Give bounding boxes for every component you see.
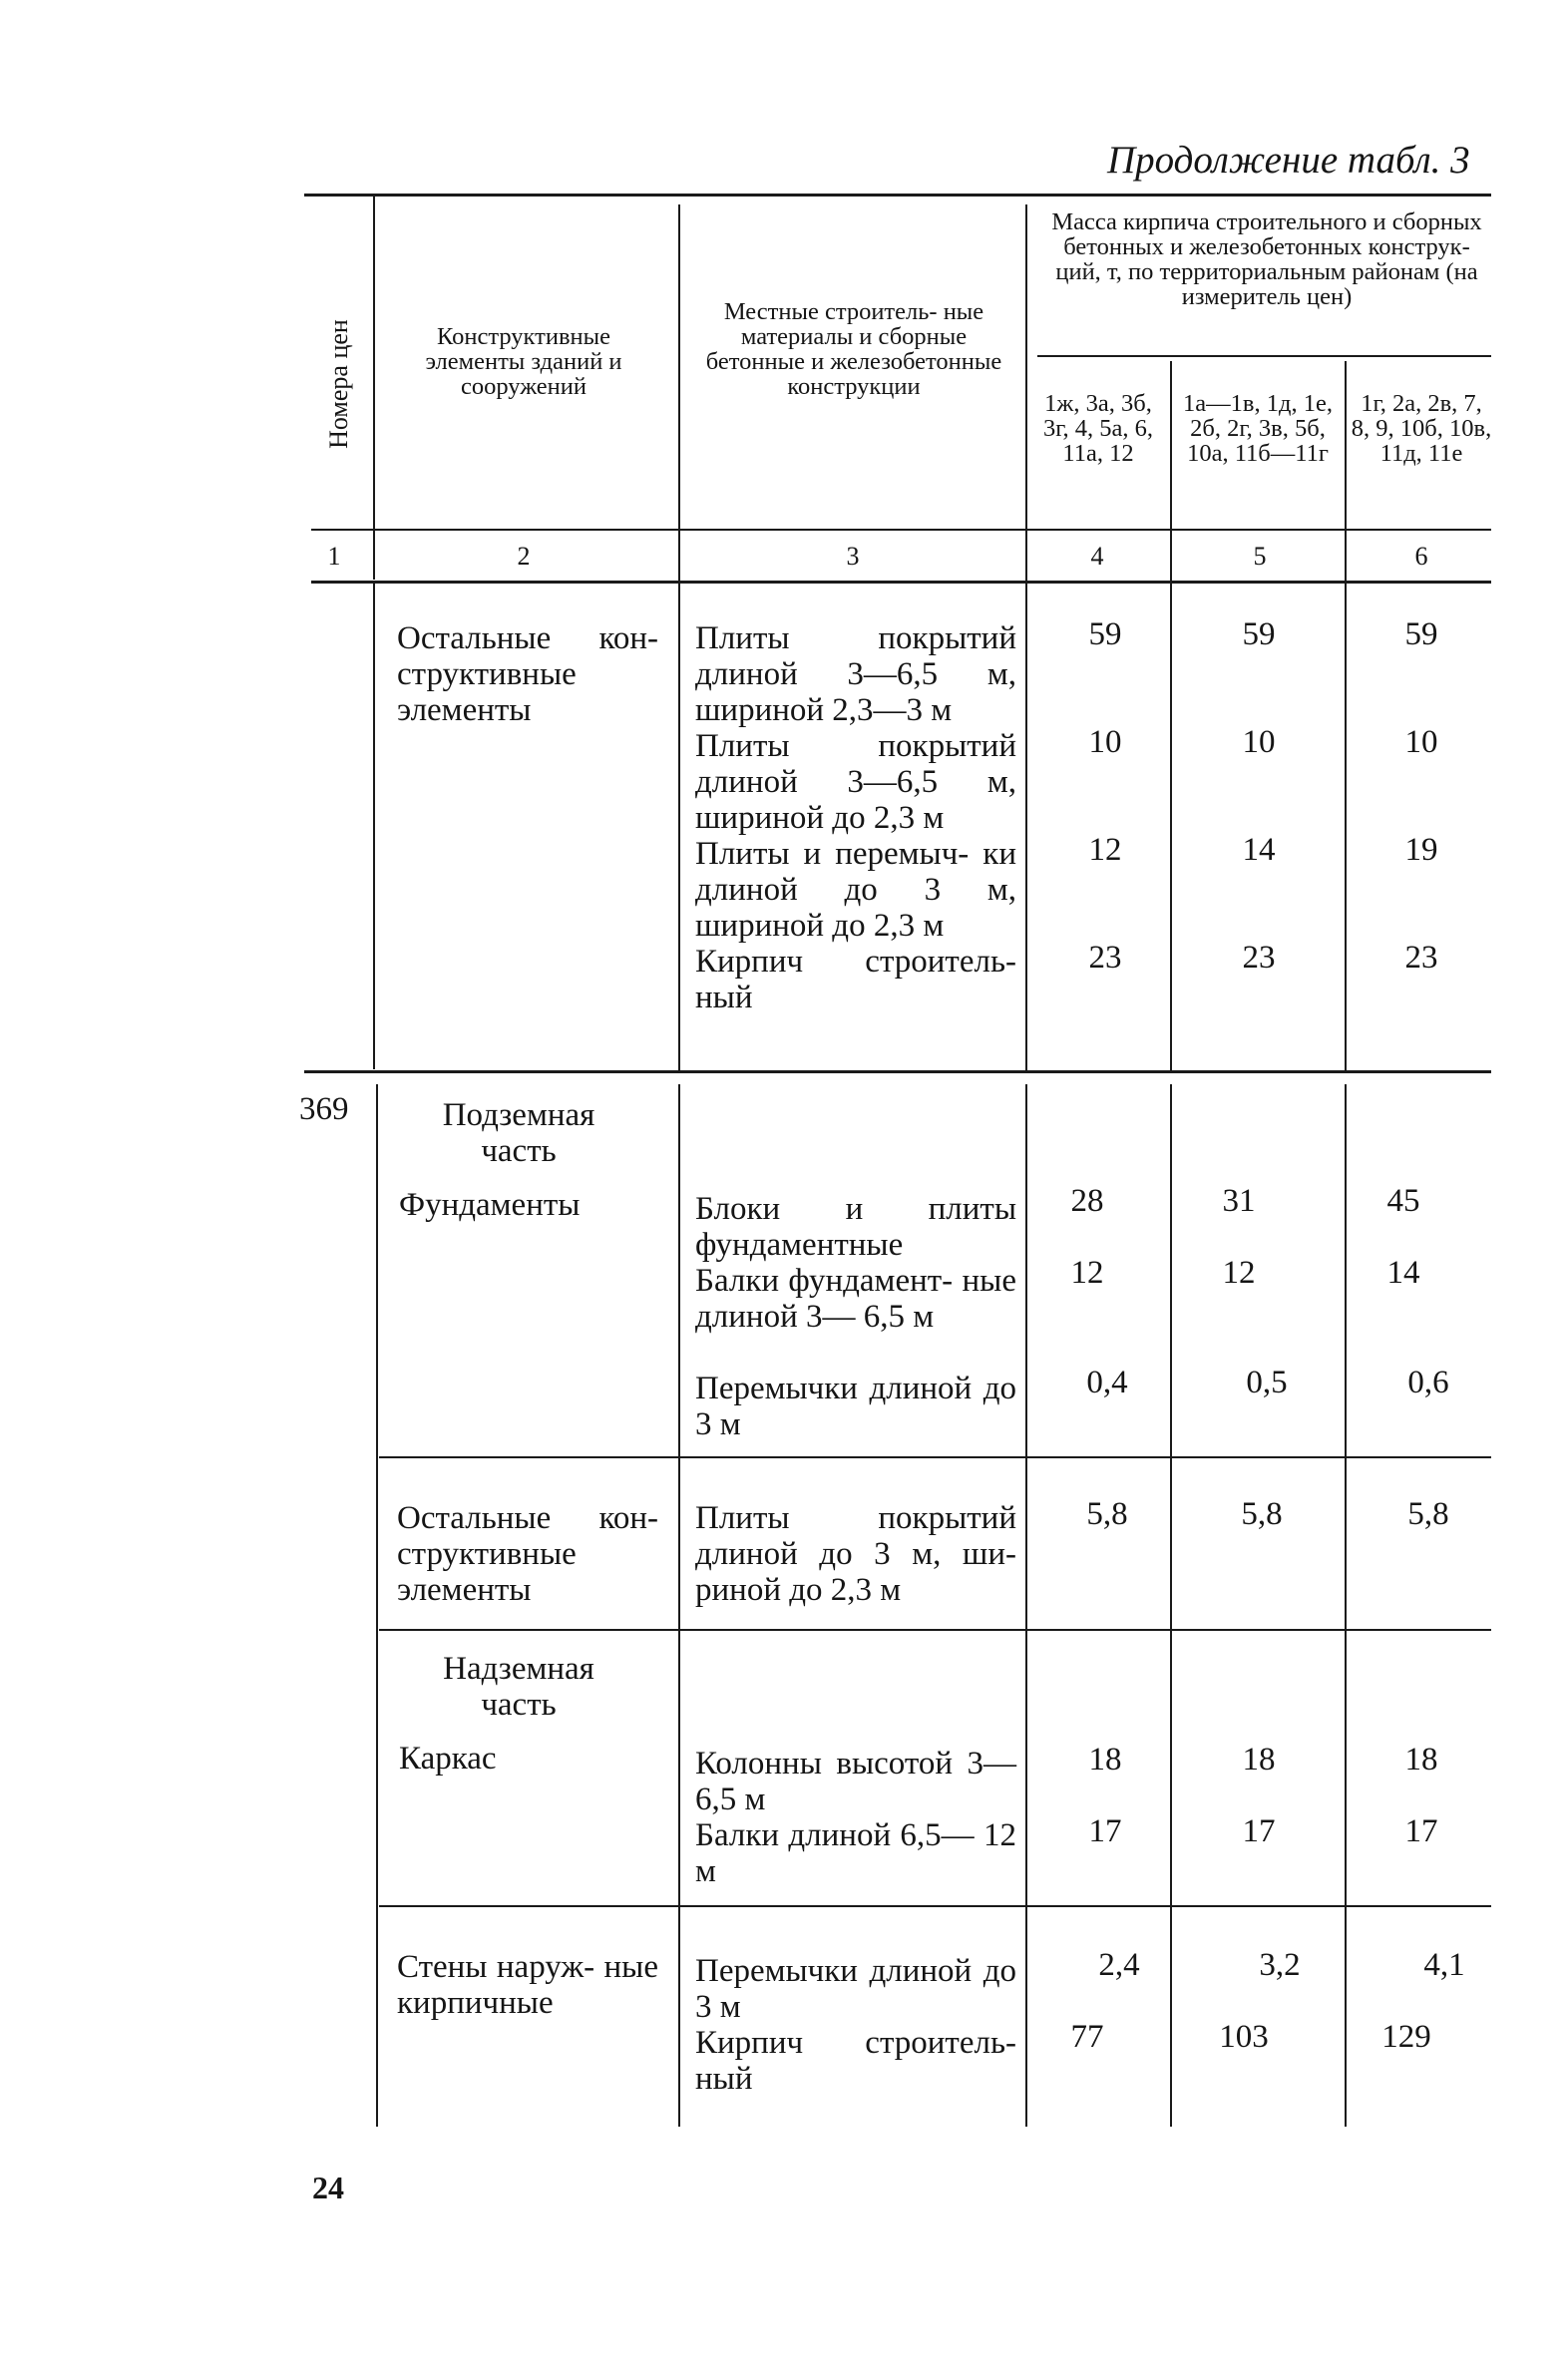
mass-header-rule	[1037, 355, 1491, 357]
value-cell: 0,6	[1407, 1365, 1449, 1400]
element-label: Стены наруж- ные кирпичные	[397, 1949, 658, 2021]
col-number-2: 2	[517, 542, 531, 571]
header-col2-elements: Конструктивные элементы зданий и сооружений	[425, 323, 622, 400]
material-cell: Перемычки длиной до 3 м	[695, 1953, 1016, 2025]
material-cell: Балки длиной 6,5— 12 м	[695, 1817, 1016, 1889]
col-divider-5	[1345, 361, 1347, 1072]
material-cell: Плиты покрытий длиной 3—6,5 м, шириной до 2,3 м	[695, 728, 1016, 836]
col-divider-1	[373, 196, 375, 580]
col-divider-4	[1170, 361, 1172, 1072]
material-cell: Перемычки длиной до 3 м	[695, 1371, 1016, 1442]
value-cell: 103	[1219, 2019, 1269, 2055]
value-cell: 10	[1242, 724, 1276, 760]
section-rule-1	[304, 1070, 1491, 1073]
value-cell: 18	[1404, 1742, 1438, 1778]
value-cell: 31	[1222, 1183, 1256, 1219]
material-cell: Кирпич строитель- ный	[695, 2025, 1016, 2097]
value-cell: 5,8	[1086, 1496, 1128, 1532]
material-cell: Кирпич строитель- ный	[695, 944, 1016, 1015]
col-divider-4b	[1170, 1084, 1172, 2127]
value-cell: 77	[1070, 2019, 1104, 2055]
value-cell: 23	[1242, 940, 1276, 976]
value-cell: 4,1	[1423, 1947, 1465, 1983]
table-caption: Продолжение табл. 3	[1107, 139, 1470, 182]
col-divider-5b	[1345, 1084, 1347, 2127]
material-cell: Плиты и перемыч- ки длиной до 3 м, шириной до 2,3 м	[695, 836, 1016, 944]
col-divider-3b	[1025, 1084, 1027, 2127]
value-cell: 59	[1242, 616, 1276, 652]
value-cell: 45	[1386, 1183, 1420, 1219]
value-cell: 59	[1404, 616, 1438, 652]
value-cell: 12	[1070, 1255, 1104, 1291]
value-cell: 17	[1404, 1813, 1438, 1849]
header-col4-districts: 1ж, 3а, 3б, 3г, 4, 5а, 6, 11а, 12	[1042, 390, 1154, 467]
material-cell: Плиты покрытий длиной до 3 м, ши- риной до 2,3 м	[695, 1500, 1016, 1608]
group-label: Надземная часть	[443, 1651, 594, 1723]
value-cell: 10	[1088, 724, 1122, 760]
colnum-bottom-rule	[311, 581, 1491, 584]
value-cell: 12	[1222, 1255, 1256, 1291]
material-cell: Балки фундамент- ные длиной 3— 6,5 м	[695, 1263, 1016, 1335]
material-cell: Блоки и плиты фундаментные	[695, 1191, 1016, 1263]
col-divider-2	[678, 204, 680, 1072]
value-cell: 18	[1088, 1742, 1122, 1778]
value-cell: 2,4	[1098, 1947, 1140, 1983]
element-label: Остальные кон- структивные элементы	[397, 620, 658, 728]
value-cell: 0,5	[1246, 1365, 1288, 1400]
col-number-4: 4	[1090, 542, 1104, 571]
header-col1-price-numbers: Номера цен	[324, 319, 353, 449]
value-cell: 5,8	[1241, 1496, 1283, 1532]
header-col3-materials: Местные строитель- ные материалы и сборные бетонные и железобетонные конструкции	[705, 298, 1002, 400]
group-label: Подземная часть	[442, 1097, 595, 1169]
col-divider-1c	[376, 1084, 378, 2127]
col-number-1: 1	[327, 542, 341, 571]
header-mass: Масса кирпича строительного и сборных бетонных и железобетонных конструк- ций, т, по территориальным районам (на измеритель цен)	[1051, 208, 1482, 310]
element-label: Каркас	[399, 1741, 497, 1777]
col-number-3: 3	[846, 542, 860, 571]
value-cell: 28	[1070, 1183, 1104, 1219]
value-cell: 17	[1088, 1813, 1122, 1849]
value-cell: 0,4	[1086, 1365, 1128, 1400]
element-label: Фундаменты	[399, 1187, 581, 1223]
header-col5-districts: 1а—1в, 1д, 1е, 2б, 2г, 3в, 5б, 10а, 11б—11г	[1183, 390, 1333, 467]
table-top-rule	[304, 194, 1491, 197]
value-cell: 18	[1242, 1742, 1276, 1778]
value-cell: 10	[1404, 724, 1438, 760]
header-bottom-rule	[311, 529, 1491, 531]
value-cell: 19	[1404, 832, 1438, 868]
material-cell: Плиты покрытий длиной 3—6,5 м, шириной 2,3—3 м	[695, 620, 1016, 728]
value-cell: 129	[1381, 2019, 1431, 2055]
value-cell: 3,2	[1259, 1947, 1301, 1983]
value-cell: 23	[1404, 940, 1438, 976]
material-cell: Колонны высотой 3—6,5 м	[695, 1746, 1016, 1817]
value-cell: 5,8	[1407, 1496, 1449, 1532]
value-cell: 14	[1242, 832, 1276, 868]
section-rule-2	[379, 1456, 1491, 1458]
value-cell: 14	[1386, 1255, 1420, 1291]
header-col6-districts: 1г, 2а, 2в, 7, 8, 9, 10б, 10в, 11д, 11е	[1351, 390, 1492, 467]
value-cell: 17	[1242, 1813, 1276, 1849]
page-number: 24	[312, 2170, 344, 2205]
value-cell: 23	[1088, 940, 1122, 976]
value-cell: 12	[1088, 832, 1122, 868]
section-rule-4	[379, 1905, 1491, 1907]
col-number-5: 5	[1253, 542, 1267, 571]
price-number: 369	[299, 1091, 349, 1127]
col-divider-1b	[373, 581, 375, 1069]
col-number-6: 6	[1414, 542, 1428, 571]
col-divider-3	[1025, 204, 1027, 1072]
value-cell: 59	[1088, 616, 1122, 652]
section-rule-3	[379, 1629, 1491, 1631]
element-label: Остальные кон- структивные элементы	[397, 1500, 658, 1608]
col-divider-2b	[678, 1084, 680, 2127]
